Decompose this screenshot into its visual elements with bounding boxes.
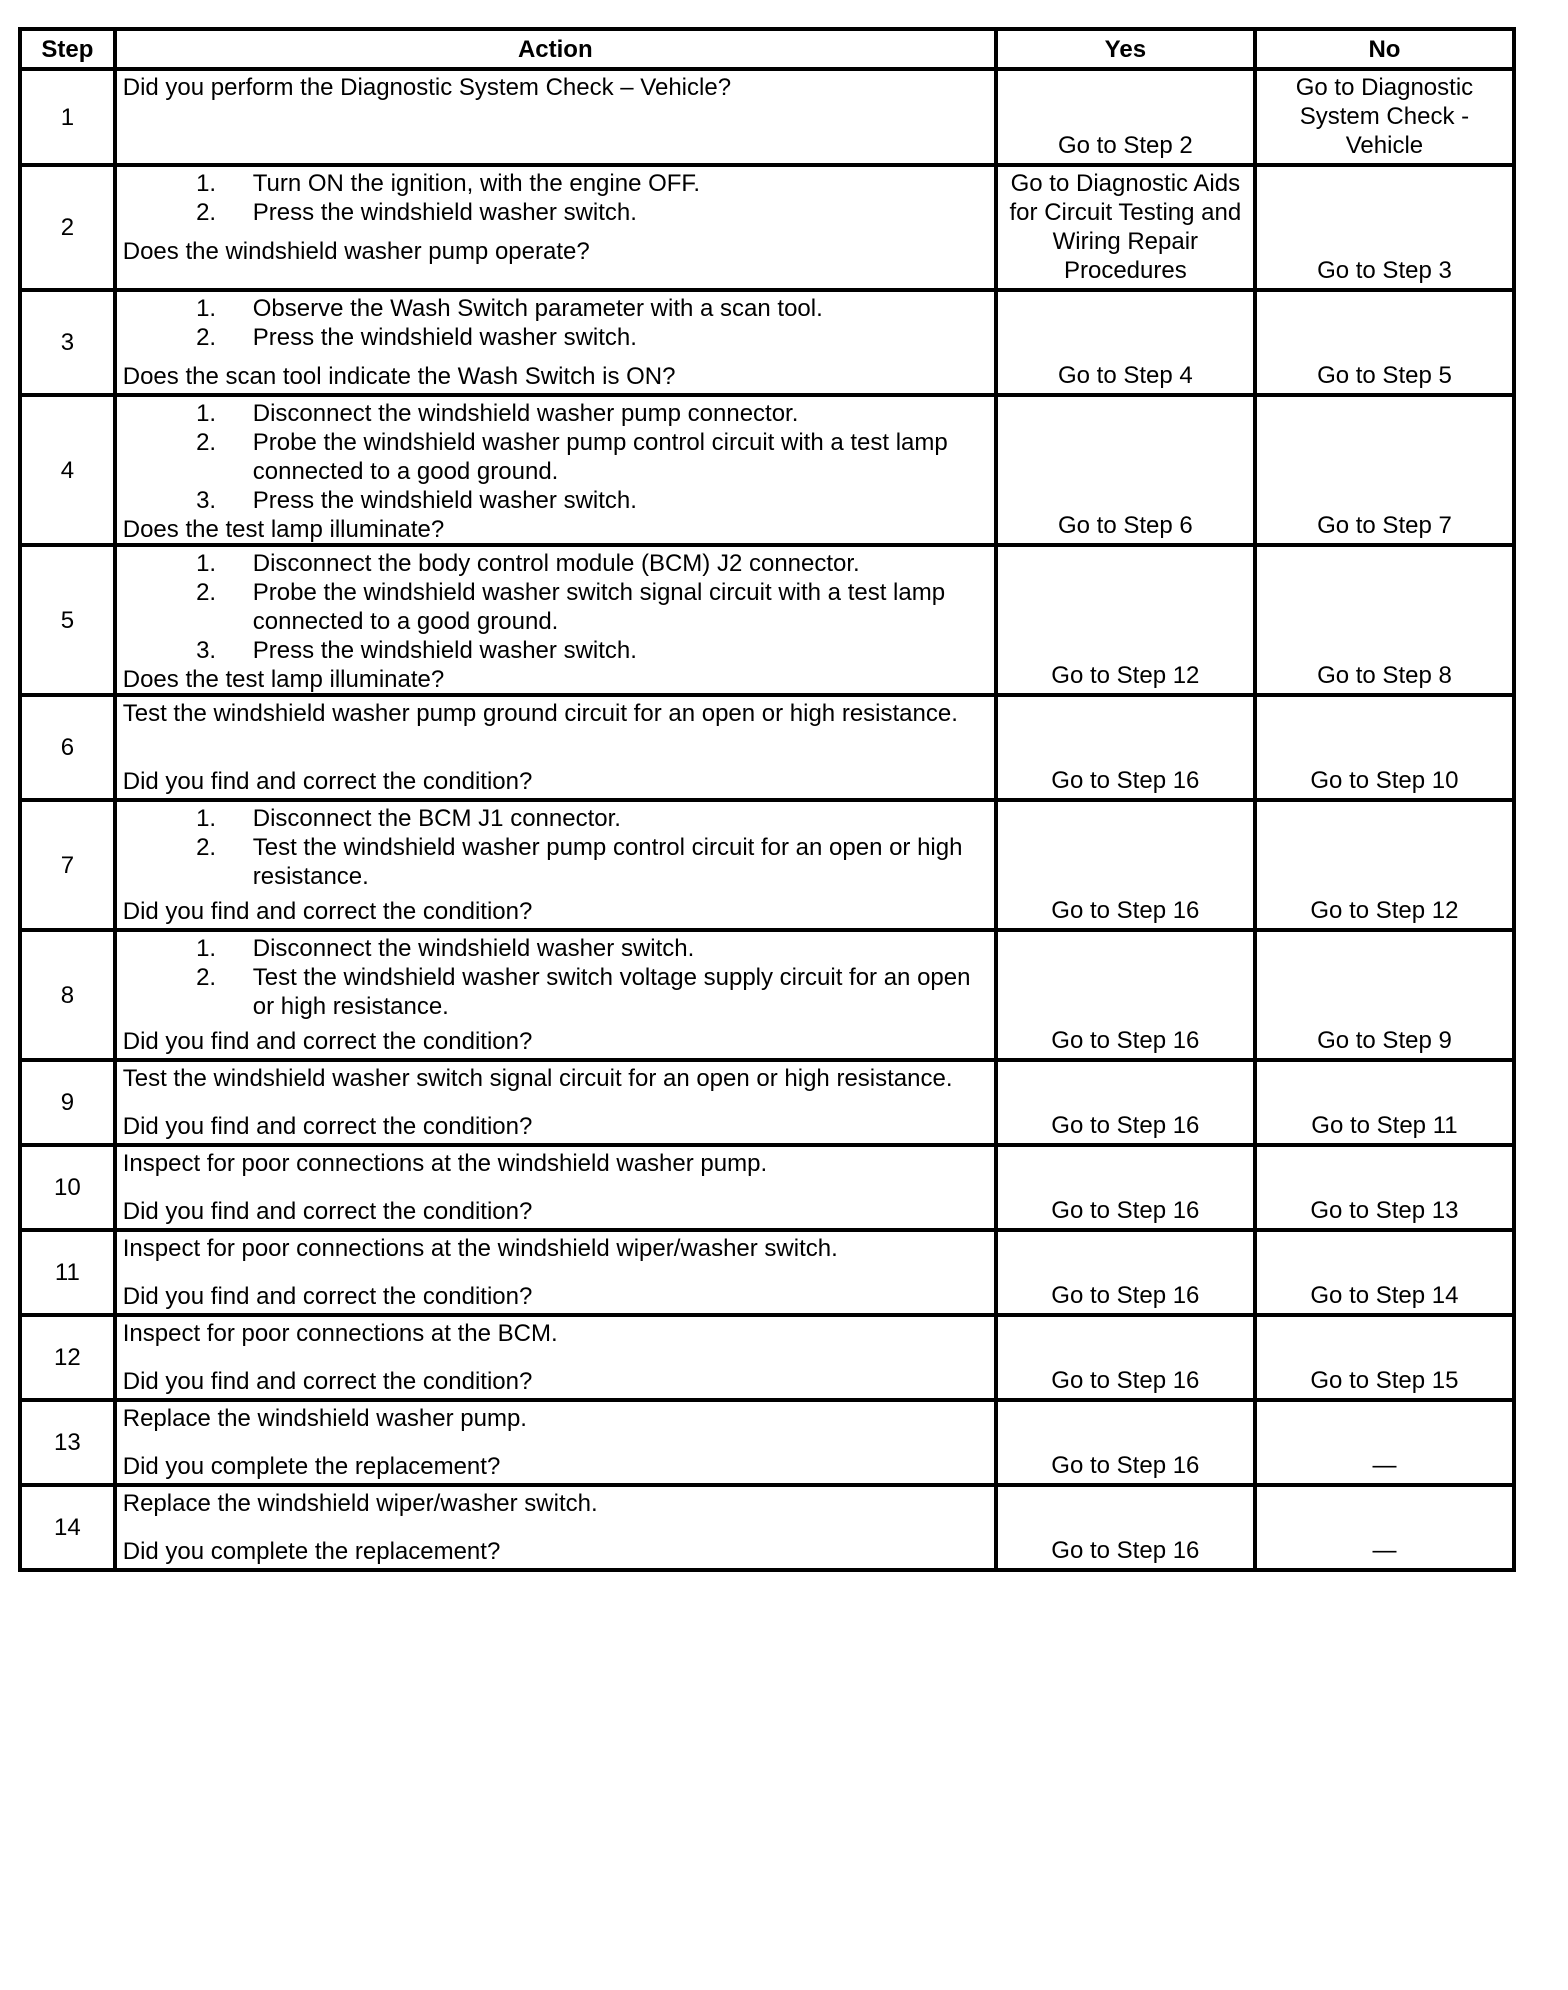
action-cell xyxy=(115,1485,996,1570)
table-row xyxy=(20,930,1514,1060)
action-steps-list xyxy=(123,399,990,515)
action-step-item: 2. Probe the windshield washer pump control circuit with a test lamp connected to a good ground. xyxy=(223,428,990,486)
no-result: Go to Step 13 xyxy=(1255,1145,1514,1230)
no-result: Go to Step 11 xyxy=(1255,1060,1514,1145)
table-row xyxy=(20,1485,1514,1570)
table-row xyxy=(20,695,1514,800)
step-number: 1 xyxy=(20,69,115,165)
header-row xyxy=(20,29,1514,69)
no-result: Go to Step 15 xyxy=(1255,1315,1514,1400)
action-text: Replace the windshield wiper/washer switch. xyxy=(122,1490,598,1517)
table-row xyxy=(20,1145,1514,1230)
no-result: Go to Step 9 xyxy=(1255,930,1514,1060)
action-cell xyxy=(115,290,996,395)
table-row xyxy=(20,1060,1514,1145)
action-text: Test the windshield washer pump ground circuit for an open or high resistance. xyxy=(122,700,958,727)
table-row xyxy=(20,395,1514,545)
step-number: 10 xyxy=(20,1145,115,1230)
no-result: Go to Step 14 xyxy=(1255,1230,1514,1315)
action-question: Does the test lamp illuminate? xyxy=(122,666,445,693)
action-text: Test the windshield washer switch signal circuit for an open or high resistance. xyxy=(122,1065,953,1092)
action-question: Did you find and correct the condition? xyxy=(122,1028,533,1055)
no-result: Go to Step 12 xyxy=(1255,800,1514,930)
yes-result: Go to Step 12 xyxy=(996,545,1255,695)
action-question: Does the scan tool indicate the Wash Switch is ON? xyxy=(122,363,676,390)
action-step-item: 1. Observe the Wash Switch parameter with a scan tool. xyxy=(223,294,990,323)
step-number: 4 xyxy=(20,395,115,545)
action-cell xyxy=(115,695,996,800)
action-question: Does the test lamp illuminate? xyxy=(122,516,445,543)
yes-result: Go to Step 16 xyxy=(996,930,1255,1060)
step-number: 11 xyxy=(20,1230,115,1315)
yes-result: Go to Diagnostic Aids for Circuit Testing and Wiring Repair Procedures xyxy=(996,165,1255,290)
action-steps-list xyxy=(123,804,990,891)
table-row xyxy=(20,545,1514,695)
action-steps-list xyxy=(123,934,990,1021)
action-cell xyxy=(115,930,996,1060)
action-cell xyxy=(115,1060,996,1145)
action-steps-list xyxy=(123,169,990,227)
action-step-item: 2. Press the windshield washer switch. xyxy=(223,198,990,227)
action-question: Did you find and correct the condition? xyxy=(122,768,533,795)
action-step-item: 1. Disconnect the windshield washer pump connector. xyxy=(223,399,990,428)
action-step-item: 1. Turn ON the ignition, with the engine OFF. xyxy=(223,169,990,198)
no-result: Go to Diagnostic System Check - Vehicle xyxy=(1255,69,1514,165)
table-row xyxy=(20,290,1514,395)
no-result: Go to Step 5 xyxy=(1255,290,1514,395)
step-number: 2 xyxy=(20,165,115,290)
step-number: 3 xyxy=(20,290,115,395)
yes-result: Go to Step 16 xyxy=(996,800,1255,930)
no-result: Go to Step 8 xyxy=(1255,545,1514,695)
yes-result: Go to Step 16 xyxy=(996,1485,1255,1570)
action-text: Inspect for poor connections at the BCM. xyxy=(122,1320,558,1347)
table-row xyxy=(20,1230,1514,1315)
action-cell xyxy=(115,395,996,545)
table-row xyxy=(20,1315,1514,1400)
action-step-item: 1. Disconnect the windshield washer switch. xyxy=(223,934,990,963)
action-step-item: 2. Probe the windshield washer switch signal circuit with a test lamp connected to a good ground. xyxy=(223,578,990,636)
action-step-item: 2. Press the windshield washer switch. xyxy=(223,323,990,352)
action-cell xyxy=(115,69,996,165)
diagnostic-table xyxy=(18,27,1516,1572)
yes-result: Go to Step 16 xyxy=(996,695,1255,800)
step-number: 6 xyxy=(20,695,115,800)
no-result: — xyxy=(1255,1400,1514,1485)
action-text: Inspect for poor connections at the windshield washer pump. xyxy=(122,1150,768,1177)
step-number: 14 xyxy=(20,1485,115,1570)
action-step-item: 3. Press the windshield washer switch. xyxy=(223,486,990,515)
yes-result: Go to Step 16 xyxy=(996,1145,1255,1230)
no-result: Go to Step 7 xyxy=(1255,395,1514,545)
action-question: Did you complete the replacement? xyxy=(122,1453,501,1480)
action-cell xyxy=(115,545,996,695)
action-step-item: 3. Press the windshield washer switch. xyxy=(223,636,990,665)
yes-result: Go to Step 4 xyxy=(996,290,1255,395)
no-result: Go to Step 3 xyxy=(1255,165,1514,290)
yes-result: Go to Step 16 xyxy=(996,1400,1255,1485)
step-number: 7 xyxy=(20,800,115,930)
table-row xyxy=(20,800,1514,930)
step-number: 12 xyxy=(20,1315,115,1400)
step-number: 5 xyxy=(20,545,115,695)
action-question: Did you find and correct the condition? xyxy=(122,1368,533,1395)
action-cell xyxy=(115,1400,996,1485)
yes-result: Go to Step 16 xyxy=(996,1230,1255,1315)
action-steps-list xyxy=(123,294,990,352)
action-step-item: 2. Test the windshield washer pump control circuit for an open or high resistance. xyxy=(223,833,990,891)
action-step-item: 1. Disconnect the body control module (BCM) J2 connector. xyxy=(223,549,990,578)
action-cell xyxy=(115,1145,996,1230)
action-header: Action xyxy=(115,29,996,69)
step-number: 8 xyxy=(20,930,115,1060)
action-cell xyxy=(115,800,996,930)
action-steps-list xyxy=(123,549,990,665)
action-question: Did you complete the replacement? xyxy=(122,1538,501,1565)
step-number: 13 xyxy=(20,1400,115,1485)
yes-result: Go to Step 6 xyxy=(996,395,1255,545)
action-question: Does the windshield washer pump operate? xyxy=(122,238,590,265)
action-question: Did you find and correct the condition? xyxy=(122,1113,533,1140)
table-body xyxy=(20,69,1514,1570)
table-row xyxy=(20,165,1514,290)
action-question: Did you find and correct the condition? xyxy=(122,1198,533,1225)
yes-result: Go to Step 16 xyxy=(996,1060,1255,1145)
action-step-item: 2. Test the windshield washer switch voltage supply circuit for an open or high resistance. xyxy=(223,963,990,1021)
no-header: No xyxy=(1255,29,1514,69)
action-text: Replace the windshield washer pump. xyxy=(122,1405,527,1432)
table-row xyxy=(20,69,1514,165)
no-result: Go to Step 10 xyxy=(1255,695,1514,800)
yes-result: Go to Step 16 xyxy=(996,1315,1255,1400)
action-question: Did you find and correct the condition? xyxy=(122,1283,533,1310)
action-cell xyxy=(115,165,996,290)
table-row xyxy=(20,1400,1514,1485)
step-number: 9 xyxy=(20,1060,115,1145)
yes-result: Go to Step 2 xyxy=(996,69,1255,165)
no-result: — xyxy=(1255,1485,1514,1570)
step-header: Step xyxy=(20,29,115,69)
action-cell xyxy=(115,1230,996,1315)
yes-header: Yes xyxy=(996,29,1255,69)
action-text: Did you perform the Diagnostic System Check – Vehicle? xyxy=(122,74,732,101)
action-text: Inspect for poor connections at the windshield wiper/washer switch. xyxy=(122,1235,838,1262)
action-question: Did you find and correct the condition? xyxy=(122,898,533,925)
action-cell xyxy=(115,1315,996,1400)
action-step-item: 1. Disconnect the BCM J1 connector. xyxy=(223,804,990,833)
